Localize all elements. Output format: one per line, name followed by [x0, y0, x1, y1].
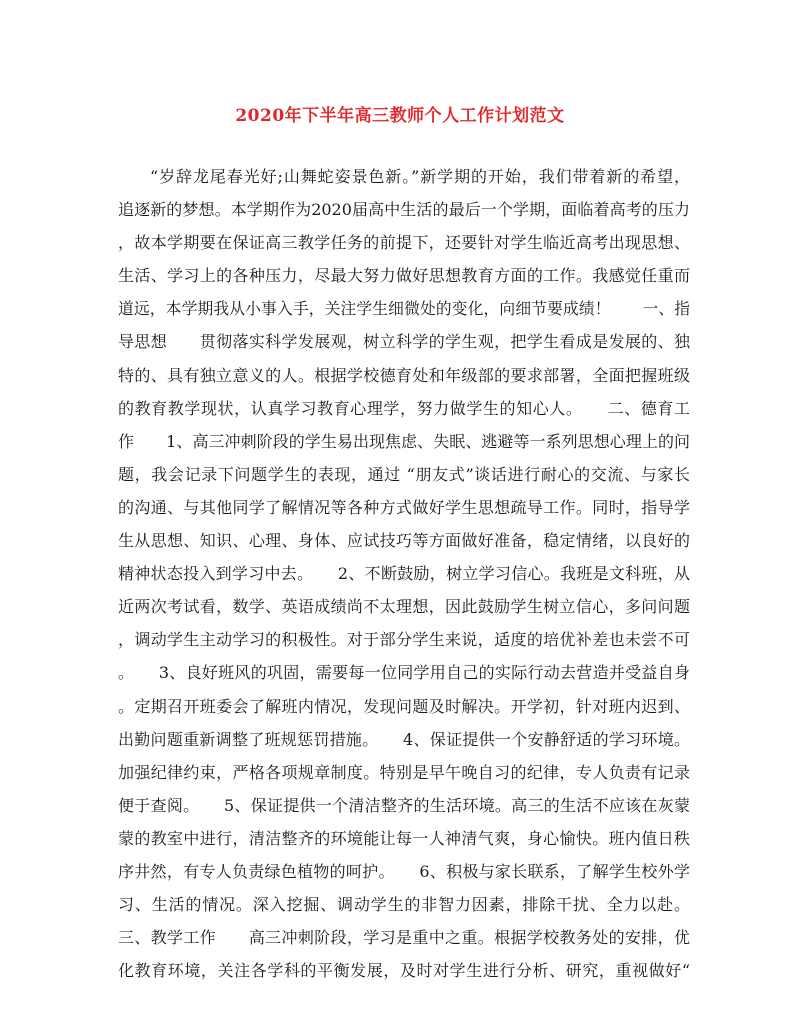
body-line: 三、教学工作 高三冲刺阶段，学习是重中之重。根据学校教务处的安排，优: [118, 928, 690, 948]
body-line: 。定期召开班委会了解班内情况，发现问题及时解决。开学初，针对班内迟到、: [118, 696, 690, 716]
body-line: 的教育教学现状，认真学习教育心理学，努力做学生的知心人。 二、德育工: [118, 398, 690, 418]
body-line: 习、生活的情况。深入挖掘、调动学生的非智力因素，排除干扰、全力以赴。: [118, 895, 690, 915]
body-line: 作 1、高三冲刺阶段的学生易出现焦虑、失眠、逃避等一系列思想心理上的问: [118, 431, 690, 451]
body-line: “岁辞龙尾春光好;山舞蛇姿景色新。”新学期的开始，我们带着新的希望，: [150, 167, 690, 186]
body-line: 化教育环境，关注各学科的平衡发展，及时对学生进行分析、研究，重视做好“: [118, 961, 690, 981]
body-line: 追逐新的梦想。本学期作为2020届高中生活的最后一个学期，面临着高考的压力: [118, 200, 690, 220]
body-line: 加强纪律约束，严格各项规章制度。特别是早午晚自习的纪律，专人负责有记录: [118, 762, 690, 782]
body-line: 特的、具有独立意义的人。根据学校德育处和年级部的要求部署，全面把握班级: [118, 365, 690, 385]
body-line: 。 3、良好班风的巩固，需要每一位同学用自己的实际行动去营造并受益自身: [118, 663, 690, 683]
body-line: 便于查阅。 5、保证提供一个清洁整齐的生活环境。高三的生活不应该在灰蒙: [118, 795, 690, 815]
body-line: 导思想 贯彻落实科学发展观，树立科学的学生观，把学生看成是发展的、独: [118, 332, 690, 352]
body-line: 道远，本学期我从小事入手，关注学生细微处的变化，向细节要成绩！ 一、指: [118, 299, 690, 319]
body-line: 精神状态投入到学习中去。 2、不断鼓励，树立学习信心。我班是文科班，从: [118, 564, 690, 584]
body-line: 序井然，有专人负责绿色植物的呵护。 6、积极与家长联系，了解学生校外学: [118, 861, 690, 881]
body-line: 蒙的教室中进行，清洁整齐的环境能让每一人神清气爽，身心愉快。班内值日秩: [118, 828, 690, 848]
body-line: 出勤问题重新调整了班规惩罚措施。 4、保证提供一个安静舒适的学习环境。: [118, 729, 690, 749]
body-line: 近两次考试看，数学、英语成绩尚不太理想，因此鼓励学生树立信心，多问问题: [118, 597, 690, 617]
document-body: [118, 160, 690, 987]
body-line: 生活、学习上的各种压力，尽最大努力做好思想教育方面的工作。我感觉任重而: [118, 266, 690, 286]
body-line: ，故本学期要在保证高三教学任务的前提下，还要针对学生临近高考出现思想、: [118, 233, 690, 253]
body-line: 的沟通、与其他同学了解情况等各种方式做好学生思想疏导工作。同时，指导学: [118, 497, 690, 517]
body-line: ，调动学生主动学习的积极性。对于部分学生来说，适度的培优补差也未尝不可: [118, 630, 690, 650]
body-line: 生从思想、知识、心理、身体、应试技巧等方面做好准备，稳定情绪，以良好的: [118, 531, 690, 551]
document-title: 2020年下半年高三教师个人工作计划范文: [235, 106, 565, 126]
body-line: 题，我会记录下问题学生的表现，通过 “朋友式”谈话进行耐心的交流、与家长: [118, 464, 690, 484]
